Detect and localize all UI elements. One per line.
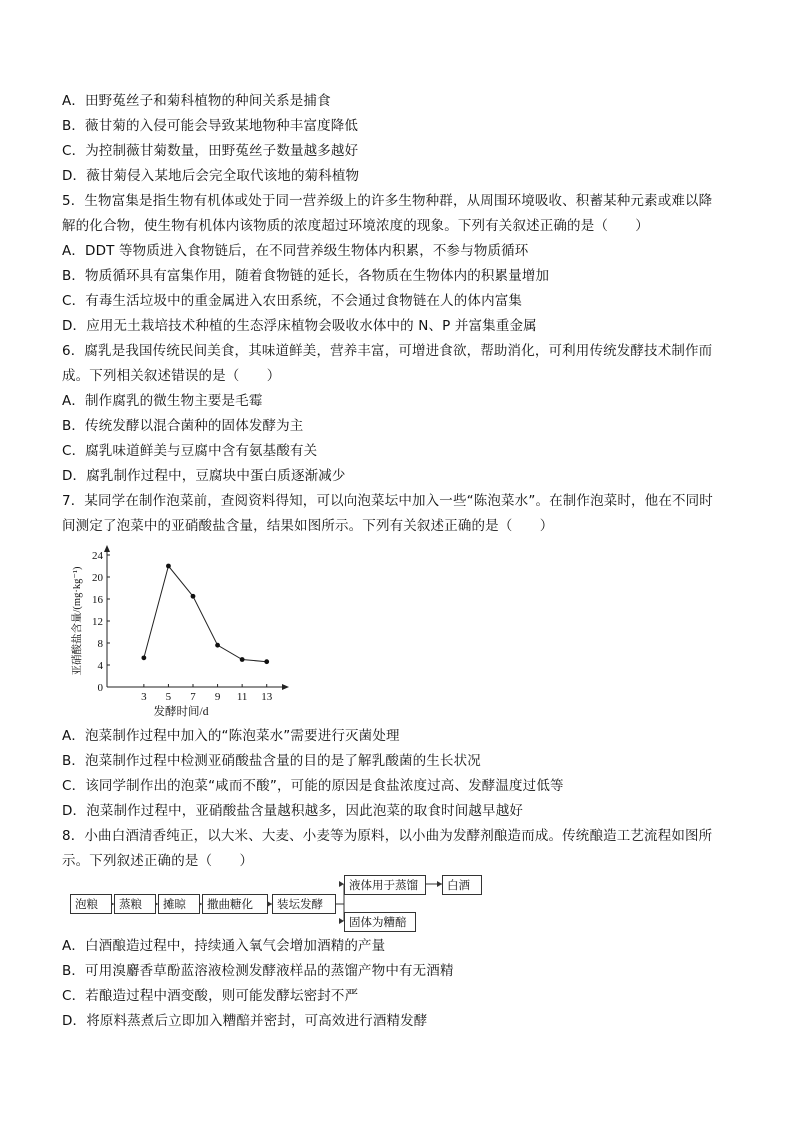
y-tick-label: 24	[92, 550, 103, 562]
x-tick-label: 7	[190, 691, 196, 703]
text-line: B．可用溴麝香草酚蓝溶液检测发酵液样品的蒸馏产物中有无酒精	[62, 963, 454, 979]
text-line: A．白酒酿造过程中，持续通入氧气会增加酒精的产量	[62, 938, 386, 954]
text-line: B．薇甘菊的入侵可能会导致某地物种丰富度降低	[62, 118, 359, 134]
data-point	[141, 655, 146, 660]
text-line: B．泡菜制作过程中检测亚硝酸盐含量的目的是了解乳酸菌的生长状况	[62, 753, 481, 769]
flow-step-liquor: 白酒	[442, 875, 482, 895]
text-line: A．DDT 等物质进入食物链后，在不同营养级生物体内积累，不参与物质循环	[62, 243, 529, 259]
series-line	[144, 566, 267, 662]
text-line: 成。下列相关叙述错误的是（ ）	[62, 368, 281, 384]
text-line: C．腐乳味道鲜美与豆腐中含有氨基酸有关	[62, 443, 318, 459]
text-line: 7．某同学在制作泡菜前，查阅资料得知，可以向泡菜坛中加入一些“陈泡菜水”。在制作泡菜时，他在不同时	[62, 493, 713, 509]
y-tick-label: 16	[92, 594, 103, 606]
data-point	[191, 594, 196, 599]
x-axis-arrow	[282, 684, 289, 690]
text-line: B．传统发酵以混合菌种的固体发酵为主	[62, 418, 304, 434]
x-tick-label: 13	[261, 691, 273, 703]
x-axis-label: 发酵时间/d	[153, 706, 209, 718]
data-point	[264, 659, 269, 664]
text-line: C．为控制薇甘菊数量，田野菟丝子数量越多越好	[62, 143, 359, 159]
flow-step-ferment: 装坛发酵	[272, 894, 336, 914]
text-line: C．若酿造过程中酒变酸，则可能发酵坛密封不严	[62, 988, 359, 1004]
flow-step-steam: 蒸粮	[114, 894, 156, 914]
text-line: 间测定了泡菜中的亚硝酸盐含量，结果如图所示。下列有关叙述正确的是（ ）	[62, 518, 554, 534]
text-line: D．腐乳制作过程中，豆腐块中蛋白质逐渐减少	[62, 468, 346, 484]
text-line: C．有毒生活垃圾中的重金属进入农田系统，不会通过食物链在人的体内富集	[62, 293, 523, 309]
flow-step-distill: 液体用于蒸馏	[344, 875, 426, 895]
text-line: 5．生物富集是指生物有机体或处于同一营养级上的许多生物种群，从周围环境吸收、积蓄某种元素或难以降	[62, 193, 713, 209]
data-point	[166, 564, 171, 569]
text-line: 解的化合物，使生物有机体内该物质的浓度超过环境浓度的现象。下列有关叙述正确的是（ ）	[62, 218, 649, 234]
text-line: C．该同学制作出的泡菜“咸而不酸”，可能的原因是食盐浓度过高、发酵温度过低等	[62, 778, 564, 794]
data-point	[240, 657, 245, 662]
text-line: A．制作腐乳的微生物主要是毛霉	[62, 393, 263, 409]
text-line: D．将原料蒸煮后立即加入糟醅并密封，可高效进行酒精发酵	[62, 1013, 428, 1029]
x-tick-label: 5	[165, 691, 172, 703]
y-axis-label: 亚硝酸盐含量/(mg·kg⁻¹)	[72, 566, 83, 676]
x-tick-label: 3	[141, 691, 147, 703]
x-tick-label: 11	[236, 691, 248, 703]
y-tick-label: 20	[92, 572, 103, 584]
text-line: 示。下列叙述正确的是（ ）	[62, 853, 254, 869]
text-line: D．薇甘菊侵入某地后会完全取代该地的菊科植物	[62, 168, 360, 184]
flow-step-residue: 固体为糟醅	[344, 912, 416, 932]
text-line: B．物质循环具有富集作用，随着食物链的延长，各物质在生物体内的积累量增加	[62, 268, 550, 284]
y-tick-label: 4	[97, 660, 103, 672]
flow-step-soak: 泡粮	[70, 894, 112, 914]
text-line: A．田野菟丝子和菊科植物的种间关系是捕食	[62, 93, 331, 109]
flow-step-cool: 摊晾	[158, 894, 200, 914]
y-tick-label: 0	[97, 682, 103, 694]
text-line: 8．小曲白酒清香纯正，以大米、大麦、小麦等为原料，以小曲为发酵剂酿造而成。传统酿造工艺流程如图所	[62, 828, 713, 844]
data-point	[215, 643, 220, 648]
x-tick-label: 9	[214, 691, 221, 703]
text-line: D．泡菜制作过程中，亚硝酸盐含量越积越多，因此泡菜的取食时间越早越好	[62, 803, 523, 819]
y-tick-label: 12	[92, 616, 103, 628]
flow-step-saccharify: 撒曲糖化	[202, 894, 268, 914]
brewing-flowchart	[62, 874, 482, 934]
nitrite-chart	[62, 545, 292, 720]
text-line: A．泡菜制作过程中加入的“陈泡菜水”需要进行灭菌处理	[62, 728, 400, 744]
text-line: D．应用无土栽培技术种植的生态浮床植物会吸收水体中的 N、P 并富集重金属	[62, 318, 537, 334]
y-tick-label: 8	[97, 638, 103, 650]
text-line: 6．腐乳是我国传统民间美食，其味道鲜美，营养丰富，可增进食欲，帮助消化，可利用传统发酵技术制作而	[62, 343, 713, 359]
y-axis-arrow	[104, 545, 110, 552]
